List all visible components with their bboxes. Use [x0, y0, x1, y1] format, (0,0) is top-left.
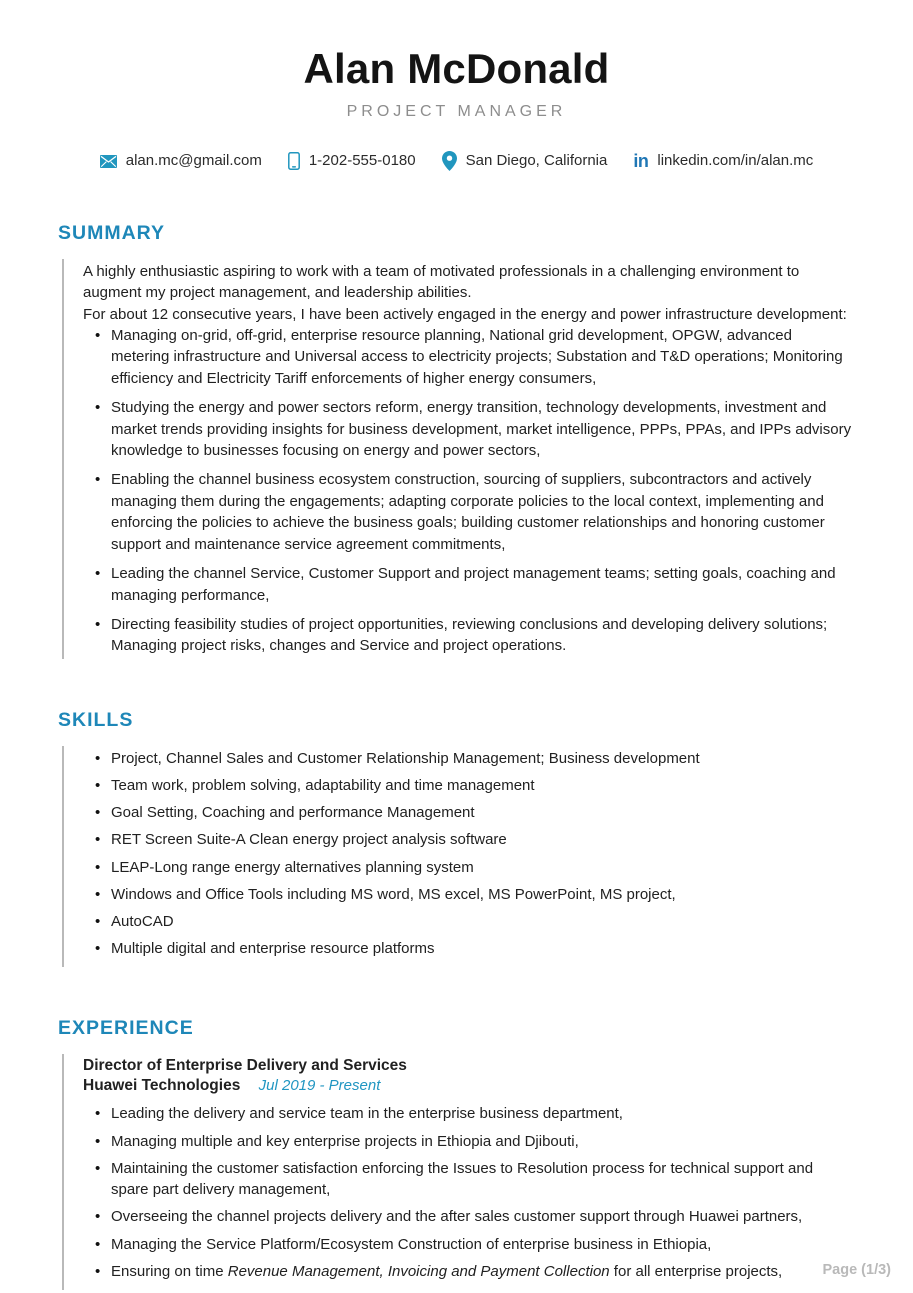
- section-skills: [58, 709, 853, 968]
- contact-row: [0, 150, 913, 171]
- job-company: Huawei Technologies: [83, 1077, 241, 1095]
- experience-bullet-list: [83, 1103, 853, 1282]
- contact-location: [442, 150, 608, 171]
- summary-bullet: • Directing feasibility studies of project opportunities, reviewing conclusions and developing delivery solutions; Managing project risks, changes and Service and project operations.: [95, 614, 853, 657]
- skill-item: • AutoCAD: [95, 911, 853, 932]
- bullet-italic-text: Revenue Management, Invoicing and Payment Collection: [227, 1262, 610, 1280]
- contact-phone: [288, 150, 416, 171]
- resume-header: [0, 0, 913, 172]
- experience-bullet: • Maintaining the customer satisfaction enforcing the Issues to Resolution process for technical support and spare part delivery management,: [95, 1158, 853, 1201]
- skill-item: • Team work, problem solving, adaptability and time management: [95, 775, 853, 796]
- skill-item: • Windows and Office Tools including MS word, MS excel, MS PowerPoint, MS project,: [95, 884, 853, 905]
- summary-bullet: • Enabling the channel business ecosystem construction, sourcing of suppliers, subcontractors and actively managing them during the engagements; adapting corporate policies to the local context, implementing and enforcing the policies to achieve the business goals; building customer relationships and honoring customer support and maintenance service agreement commitments,: [95, 469, 853, 555]
- skill-item: • Goal Setting, Coaching and performance Management: [95, 802, 853, 823]
- candidate-name: Alan McDonald: [303, 45, 610, 92]
- summary-bullet-list: [83, 325, 853, 657]
- experience-bullet: • Managing the Service Platform/Ecosystem Construction of enterprise business in Ethiopia,: [95, 1234, 853, 1255]
- contact-phone-text: 1-202-555-0180: [308, 152, 416, 170]
- phone-icon: [288, 152, 300, 170]
- experience-bullet: • Overseeing the channel projects delivery and the after sales customer support through Huawei partners,: [95, 1206, 853, 1227]
- experience-bullet: [95, 1261, 853, 1282]
- section-experience: [58, 1017, 853, 1290]
- experience-job: [83, 1056, 853, 1282]
- summary-body: [62, 259, 853, 659]
- summary-paragraph: For about 12 consecutive years, I have been actively engaged in the energy and power infrastructure development:: [83, 305, 847, 323]
- experience-bullet: • Managing multiple and key enterprise projects in Ethiopia and Djibouti,: [95, 1131, 853, 1152]
- candidate-job-title: PROJECT MANAGER: [346, 103, 567, 120]
- experience-body: [62, 1054, 853, 1290]
- job-position-title: Director of Enterprise Delivery and Services: [83, 1057, 407, 1075]
- page-number: Page (1/3): [822, 1261, 891, 1278]
- bullet-text: for all enterprise projects,: [609, 1262, 783, 1280]
- skill-item: • RET Screen Suite-A Clean energy project analysis software: [95, 829, 853, 850]
- contact-email: [100, 150, 262, 171]
- skill-item: • Multiple digital and enterprise resource platforms: [95, 938, 853, 959]
- bullet-text: Ensuring on time: [111, 1262, 228, 1280]
- job-dates: Jul 2019 - Present: [258, 1077, 381, 1095]
- skill-item: • LEAP-Long range energy alternatives planning system: [95, 857, 853, 878]
- contact-location-text: San Diego, California: [465, 152, 608, 170]
- experience-heading: EXPERIENCE: [58, 1017, 194, 1040]
- contact-email-text: alan.mc@gmail.com: [125, 152, 262, 170]
- skills-body: [62, 746, 853, 968]
- location-pin-icon: [442, 151, 457, 171]
- summary-bullet: • Leading the channel Service, Customer Support and project management teams; setting goals, coaching and managing performance,: [95, 563, 853, 606]
- summary-bullet: • Managing on-grid, off-grid, enterprise resource planning, National grid development, OPGW, advanced metering infrastructure and Universal access to electricity projects; Substation and T&D operations; Monitoring efficiency and Electricity Tariff enforcements of higher energy consumers,: [95, 325, 853, 389]
- skill-item: • Project, Channel Sales and Customer Relationship Management; Business development: [95, 748, 853, 769]
- contact-linkedin-text: linkedin.com/in/alan.mc: [657, 152, 814, 170]
- experience-bullet: • Leading the delivery and service team in the enterprise business department,: [95, 1103, 853, 1124]
- linkedin-icon: in: [633, 151, 649, 172]
- job-company-line: [83, 1076, 853, 1096]
- skills-bullet-list: [83, 748, 853, 960]
- contact-linkedin: [633, 150, 813, 171]
- section-summary: [58, 222, 853, 659]
- summary-paragraph: A highly enthusiastic aspiring to work with a team of motivated professionals in a challenging environment to augment my project management, and leadership abilities.: [83, 262, 800, 302]
- summary-heading: SUMMARY: [58, 221, 166, 244]
- skills-heading: SKILLS: [58, 708, 134, 731]
- summary-bullet: • Studying the energy and power sectors reform, energy transition, technology developments, investment and market trends providing insights for business development, market intelligence, PPPs, PPAs, and IPPs advisory knowledge to businesses focusing on energy and power sectors,: [95, 397, 853, 461]
- envelope-icon: [100, 155, 117, 168]
